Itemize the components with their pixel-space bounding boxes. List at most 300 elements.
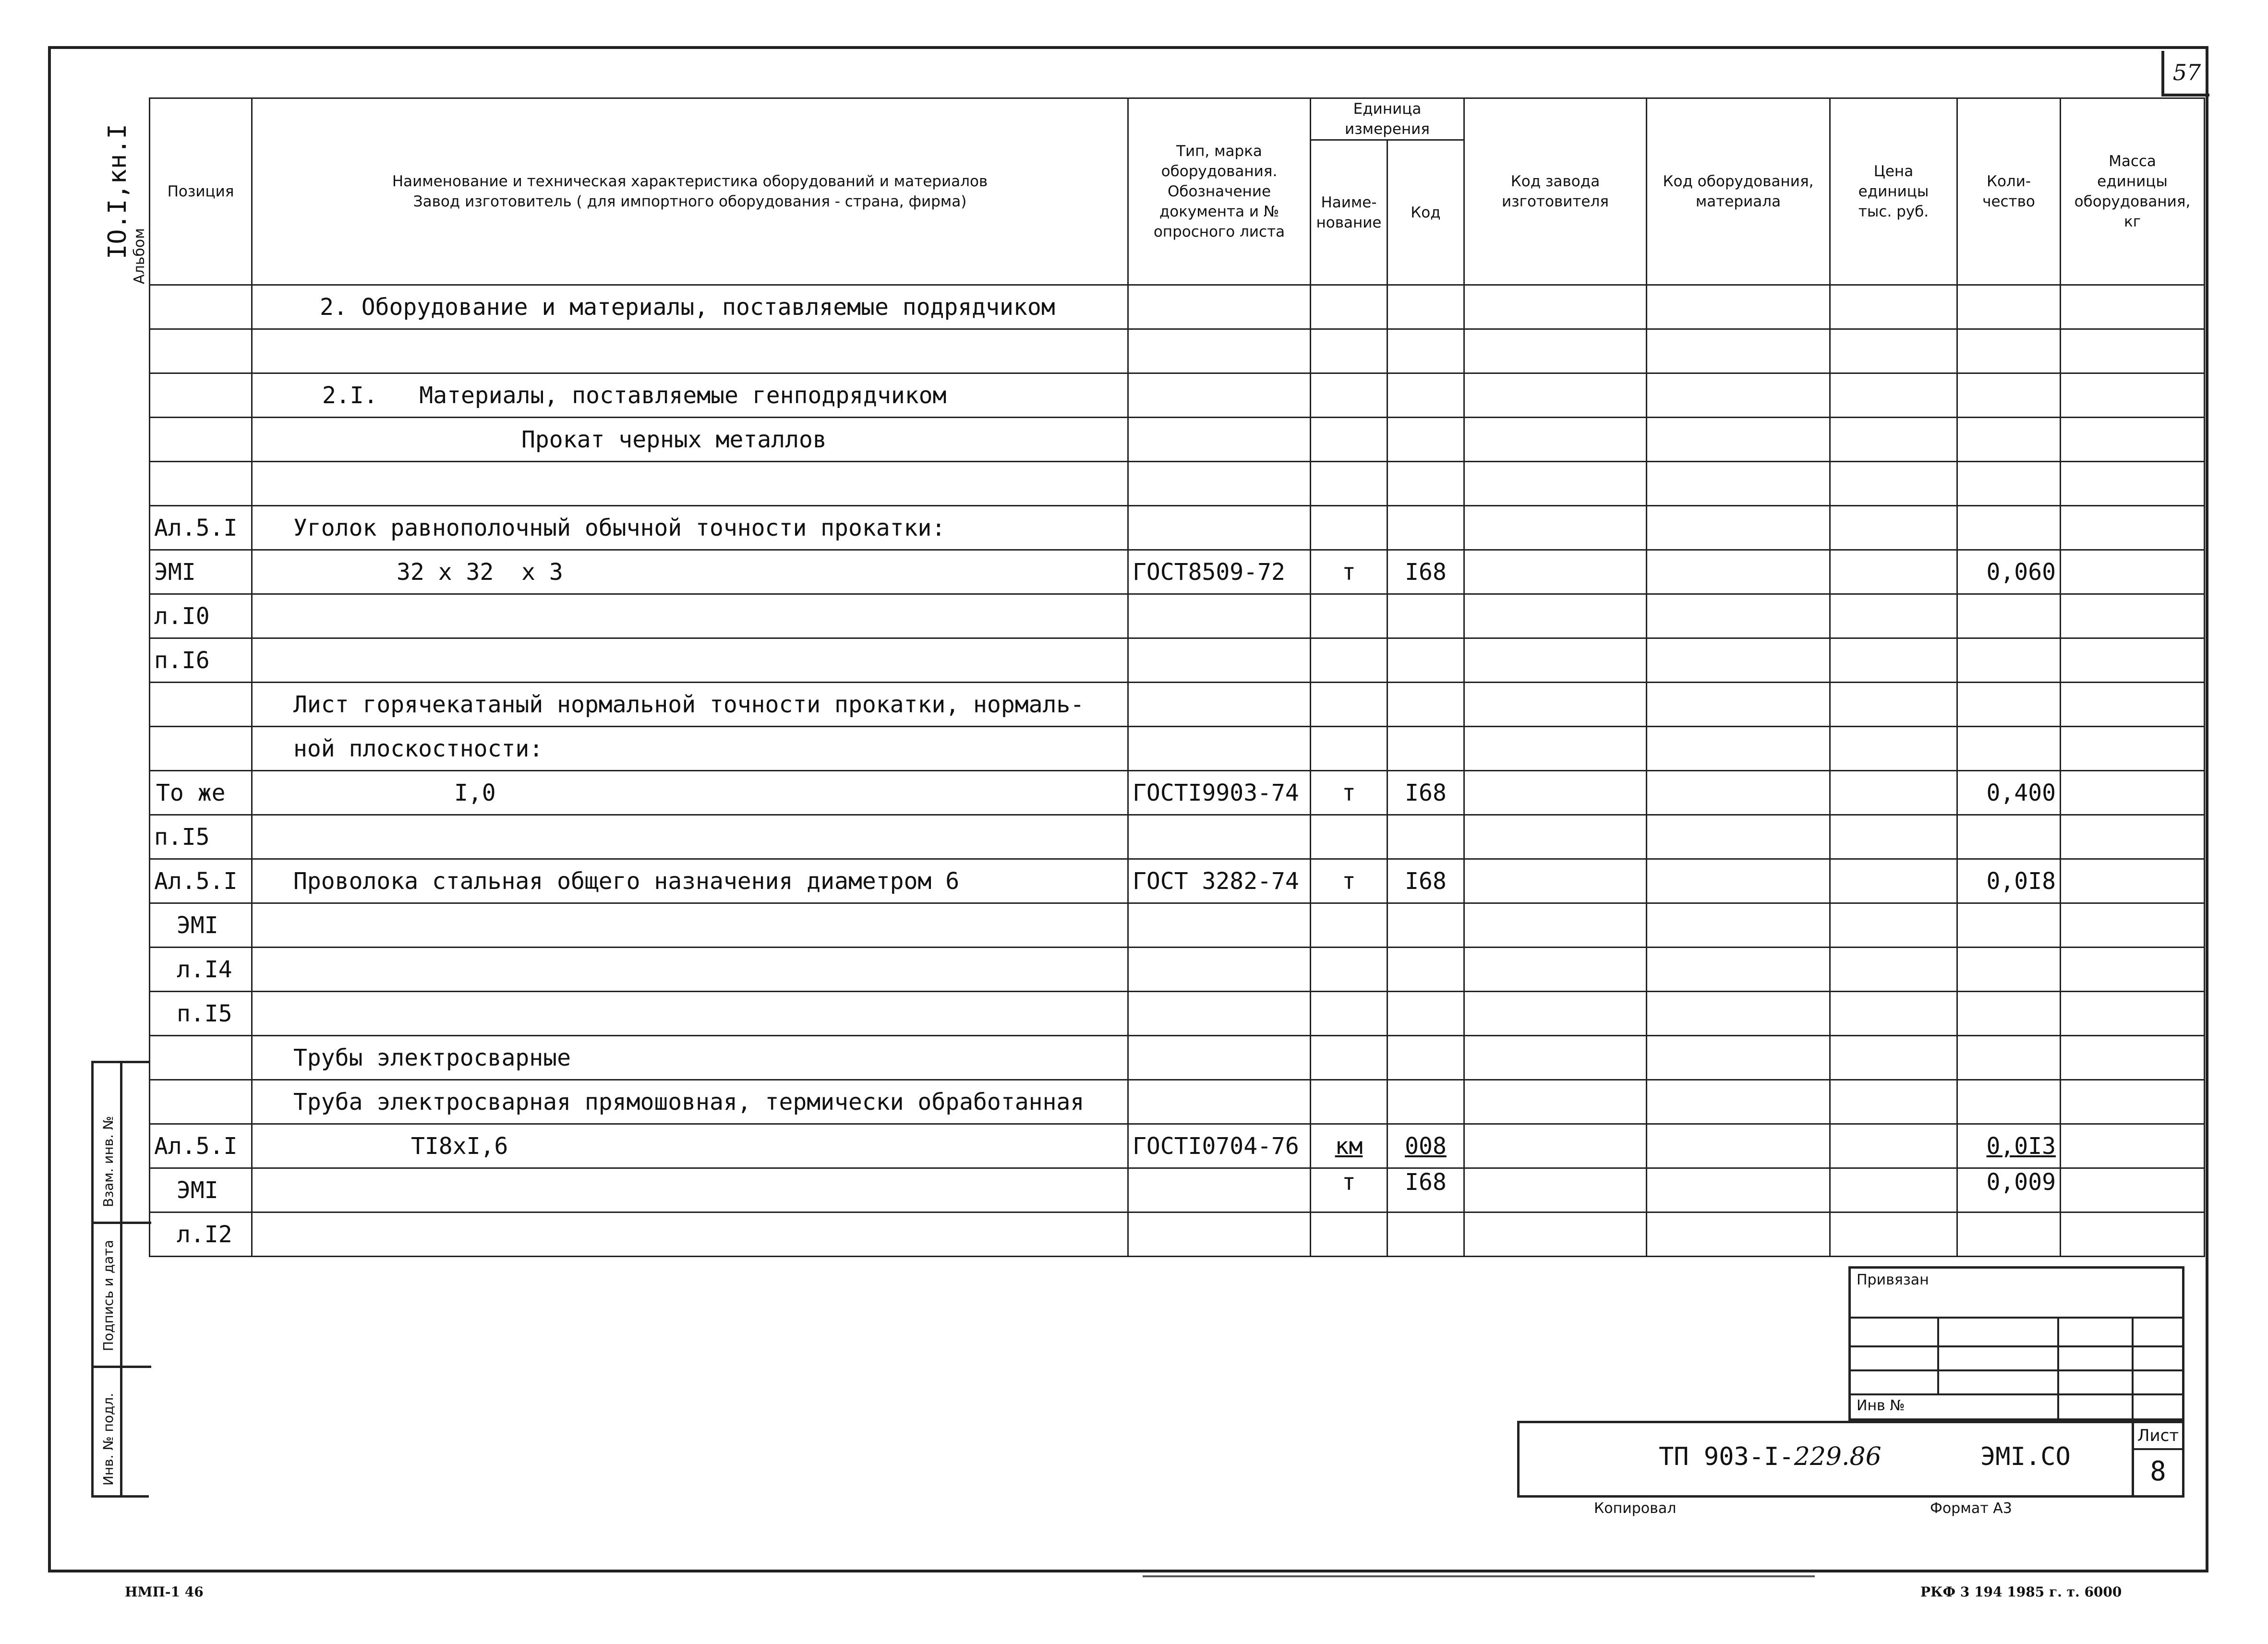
- header-quantity-line2: чество: [1982, 193, 2035, 210]
- cell-mass: [2061, 683, 2205, 727]
- cell-price: [1830, 1168, 1957, 1212]
- cell-quantity: 0,400: [1957, 771, 2061, 815]
- cell-plant-code: [1464, 992, 1647, 1036]
- cell-type: [1128, 1212, 1311, 1257]
- bound-block: [1848, 1266, 2184, 1421]
- cell-unit: т: [1311, 550, 1387, 594]
- header-unit-code: Код: [1387, 140, 1464, 285]
- cell-position: [150, 462, 252, 506]
- cell-mass: [2061, 594, 2205, 638]
- cell-name: Проволока стальная общего назначения диаметром 6: [252, 859, 1128, 903]
- header-type-line5: опросного листа: [1153, 223, 1285, 240]
- cell-position: [150, 418, 252, 462]
- header-quantity: [1957, 98, 2061, 285]
- document-designation: ЭМI.CO: [1980, 1442, 2071, 1471]
- cell-position: п.I5: [150, 815, 252, 859]
- cell-position: п.I5: [150, 992, 252, 1036]
- table-row: [150, 903, 2205, 948]
- header-mass: [2061, 98, 2205, 285]
- cell-equip-code: [1647, 285, 1830, 329]
- cell-position: [150, 1036, 252, 1080]
- cell-unit: [1311, 727, 1387, 771]
- cell-quantity: [1957, 285, 2061, 329]
- cell-mass: [2061, 329, 2205, 373]
- cell-equip-code: [1647, 373, 1830, 418]
- cell-name: Труба электросварная прямошовная, термически обработанная: [252, 1080, 1128, 1124]
- cell-unit: [1311, 418, 1387, 462]
- cell-equip-code: [1647, 1036, 1830, 1080]
- cell-mass: [2061, 285, 2205, 329]
- header-unit-name-line2: нование: [1316, 214, 1382, 231]
- cell-equip-code: [1647, 683, 1830, 727]
- cell-quantity: [1957, 992, 2061, 1036]
- cell-equip-code: [1647, 992, 1830, 1036]
- cell-type: [1128, 1168, 1311, 1212]
- cell-plant-code: [1464, 418, 1647, 462]
- cell-code: [1387, 948, 1464, 992]
- cell-price: [1830, 1080, 1957, 1124]
- cell-quantity: [1957, 683, 2061, 727]
- cell-price: [1830, 550, 1957, 594]
- cell-name: [252, 815, 1128, 859]
- cell-quantity: [1957, 727, 2061, 771]
- cell-unit: [1311, 683, 1387, 727]
- cell-unit: [1311, 373, 1387, 418]
- cell-equip-code: [1647, 771, 1830, 815]
- cell-equip-code: [1647, 727, 1830, 771]
- cell-plant-code: [1464, 727, 1647, 771]
- cell-mass: [2061, 1080, 2205, 1124]
- cell-quantity: 0,0I3: [1957, 1124, 2061, 1168]
- side-stamp-sign-date: Подпись и дата: [100, 1240, 116, 1351]
- table-row: [150, 418, 2205, 462]
- table-row: [150, 373, 2205, 418]
- cell-mass: [2061, 948, 2205, 992]
- cell-name: [252, 329, 1128, 373]
- cell-plant-code: [1464, 1212, 1647, 1257]
- cell-position: п.I6: [150, 638, 252, 683]
- cell-code: [1387, 1212, 1464, 1257]
- bound-label: Привязан: [1857, 1272, 1929, 1288]
- document-code-suffix: 229.86: [1794, 1442, 1882, 1471]
- cell-price: [1830, 506, 1957, 550]
- cell-code: I68: [1387, 1168, 1464, 1212]
- cell-quantity: [1957, 1080, 2061, 1124]
- cell-position: ЭМI: [150, 1168, 252, 1212]
- cell-type: ГОСТ 3282-74: [1128, 859, 1311, 903]
- table-row: [150, 462, 2205, 506]
- cell-mass: [2061, 903, 2205, 948]
- side-stamp-line: [94, 1366, 151, 1368]
- inv-label: Инв №: [1857, 1397, 1905, 1414]
- cell-name: Прокат черных металлов: [252, 418, 1128, 462]
- cell-code: I68: [1387, 859, 1464, 903]
- cell-plant-code: [1464, 1036, 1647, 1080]
- cell-name: I,0: [252, 771, 1128, 815]
- cell-code: [1387, 815, 1464, 859]
- header-price-line2: единицы: [1858, 183, 1929, 200]
- sheet-label: Лист: [2137, 1426, 2179, 1445]
- cell-mass: [2061, 1124, 2205, 1168]
- cell-equip-code: [1647, 329, 1830, 373]
- cell-plant-code: [1464, 1080, 1647, 1124]
- cell-mass: [2061, 727, 2205, 771]
- cell-name: [252, 1212, 1128, 1257]
- cell-position: То же: [150, 771, 252, 815]
- table-row: [150, 285, 2205, 329]
- table-row: [150, 727, 2205, 771]
- cell-mass: [2061, 506, 2205, 550]
- cell-mass: [2061, 373, 2205, 418]
- cell-equip-code: [1647, 462, 1830, 506]
- header-mass-line2: единицы: [2097, 173, 2168, 190]
- header-unit-group: [1311, 98, 1464, 140]
- cell-plant-code: [1464, 859, 1647, 903]
- cell-plant-code: [1464, 1124, 1647, 1168]
- cell-name: Лист горячекатаный нормальной точности прокатки, нормаль-: [252, 683, 1128, 727]
- cell-code: [1387, 418, 1464, 462]
- cell-type: [1128, 594, 1311, 638]
- cell-type: [1128, 903, 1311, 948]
- table-row: [150, 329, 2205, 373]
- cell-price: [1830, 948, 1957, 992]
- cell-price: [1830, 285, 1957, 329]
- table-row: [150, 948, 2205, 992]
- cell-position: ЭМI: [150, 550, 252, 594]
- album-label: Альбом: [131, 228, 148, 284]
- cell-type: [1128, 462, 1311, 506]
- cell-mass: [2061, 1168, 2205, 1212]
- cell-plant-code: [1464, 815, 1647, 859]
- cell-price: [1830, 638, 1957, 683]
- cell-equip-code: [1647, 506, 1830, 550]
- table-row: [150, 859, 2205, 903]
- cell-mass: [2061, 418, 2205, 462]
- cell-quantity: [1957, 462, 2061, 506]
- cell-position: л.I2: [150, 1212, 252, 1257]
- table-row: [150, 1212, 2205, 1257]
- header-unit-name: [1311, 140, 1387, 285]
- cell-type: [1128, 727, 1311, 771]
- cell-price: [1830, 373, 1957, 418]
- cell-quantity: 0,060: [1957, 550, 2061, 594]
- bound-divider: [2132, 1317, 2134, 1420]
- header-type: [1128, 98, 1311, 285]
- sheet-box: [2132, 1421, 2184, 1498]
- cell-unit: [1311, 462, 1387, 506]
- cell-plant-code: [1464, 638, 1647, 683]
- cell-quantity: [1957, 815, 2061, 859]
- cell-plant-code: [1464, 948, 1647, 992]
- header-type-line3: Обозначение: [1167, 183, 1271, 200]
- cell-plant-code: [1464, 771, 1647, 815]
- table-row: [150, 1036, 2205, 1080]
- cell-unit: т: [1311, 1168, 1387, 1212]
- cell-position: [150, 285, 252, 329]
- page-number: 57: [2161, 51, 2209, 96]
- cell-code: [1387, 594, 1464, 638]
- side-stamp: [91, 1061, 149, 1498]
- cell-position: л.I4: [150, 948, 252, 992]
- cell-type: ГОСТI0704-76: [1128, 1124, 1311, 1168]
- cell-quantity: [1957, 329, 2061, 373]
- cell-quantity: [1957, 903, 2061, 948]
- sheet-number: 8: [2150, 1456, 2166, 1487]
- cell-equip-code: [1647, 948, 1830, 992]
- cell-mass: [2061, 859, 2205, 903]
- cell-plant-code: [1464, 1168, 1647, 1212]
- cell-name: [252, 594, 1128, 638]
- cell-code: [1387, 285, 1464, 329]
- bottom-rule: [1143, 1575, 1815, 1577]
- cell-price: [1830, 903, 1957, 948]
- header-equip-code-line2: материала: [1695, 193, 1781, 210]
- cell-position: Ал.5.I: [150, 859, 252, 903]
- cell-plant-code: [1464, 285, 1647, 329]
- cell-price: [1830, 992, 1957, 1036]
- cell-plant-code: [1464, 594, 1647, 638]
- cell-position: [150, 1080, 252, 1124]
- side-stamp-orig-inv: Инв. № подл.: [100, 1392, 116, 1486]
- cell-mass: [2061, 1212, 2205, 1257]
- cell-name: [252, 948, 1128, 992]
- header-mass-line1: Масса: [2109, 153, 2156, 170]
- cell-name: ной плоскостности:: [252, 727, 1128, 771]
- cell-name: [252, 462, 1128, 506]
- side-stamp-line: [94, 1222, 151, 1224]
- cell-name: [252, 992, 1128, 1036]
- header-equip-code-line1: Код оборудования,: [1663, 173, 1814, 190]
- title-stamp: [1517, 1421, 2184, 1498]
- header-plant-code-line2: изготовителя: [1502, 193, 1609, 210]
- cell-unit: [1311, 1212, 1387, 1257]
- cell-code: [1387, 1036, 1464, 1080]
- table-row: [150, 506, 2205, 550]
- cell-price: [1830, 329, 1957, 373]
- cell-equip-code: [1647, 815, 1830, 859]
- header-quantity-line1: Коли-: [1986, 173, 2031, 190]
- cell-position: ЭМI: [150, 903, 252, 948]
- cell-type: [1128, 373, 1311, 418]
- cell-code: [1387, 329, 1464, 373]
- header-price: [1830, 98, 1957, 285]
- cell-unit: [1311, 1036, 1387, 1080]
- cell-position: [150, 373, 252, 418]
- cell-name: [252, 638, 1128, 683]
- footer-right: РКФ 3 194 1985 г. т. 6000: [1920, 1584, 2122, 1600]
- cell-price: [1830, 859, 1957, 903]
- cell-equip-code: [1647, 859, 1830, 903]
- cell-equip-code: [1647, 903, 1830, 948]
- cell-position: [150, 727, 252, 771]
- cell-mass: [2061, 771, 2205, 815]
- cell-type: [1128, 992, 1311, 1036]
- cell-quantity: [1957, 1036, 2061, 1080]
- cell-plant-code: [1464, 329, 1647, 373]
- header-plant-code-line1: Код завода: [1510, 173, 1600, 190]
- cell-unit: [1311, 285, 1387, 329]
- header-price-line3: тыс. руб.: [1858, 203, 1929, 220]
- header-name-line2: Завод изготовитель ( для импортного оборудования - страна, фирма): [413, 193, 967, 210]
- cell-price: [1830, 815, 1957, 859]
- cell-position: [150, 329, 252, 373]
- sheet-line: [2134, 1448, 2182, 1450]
- cell-unit: [1311, 948, 1387, 992]
- header-equip-code: [1647, 98, 1830, 285]
- cell-quantity: 0,0I8: [1957, 859, 2061, 903]
- table-row: [150, 594, 2205, 638]
- side-stamp-replaced-inv: Взам. инв. №: [100, 1116, 116, 1207]
- table-row: [150, 1168, 2205, 1212]
- cell-unit: км: [1311, 1124, 1387, 1168]
- cell-code: I68: [1387, 550, 1464, 594]
- cell-quantity: [1957, 506, 2061, 550]
- cell-name: TI8xI,6: [252, 1124, 1128, 1168]
- cell-name: 2.I. Материалы, поставляемые генподрядчиком: [252, 373, 1128, 418]
- cell-type: [1128, 418, 1311, 462]
- table-row: [150, 771, 2205, 815]
- cell-type: ГОСТ8509-72: [1128, 550, 1311, 594]
- cell-code: [1387, 903, 1464, 948]
- cell-price: [1830, 1212, 1957, 1257]
- cell-plant-code: [1464, 506, 1647, 550]
- cell-price: [1830, 683, 1957, 727]
- header-mass-line3: оборудования,: [2074, 193, 2191, 210]
- table-row: [150, 638, 2205, 683]
- cell-type: [1128, 285, 1311, 329]
- cell-type: [1128, 506, 1311, 550]
- cell-equip-code: [1647, 1212, 1830, 1257]
- cell-unit: [1311, 329, 1387, 373]
- cell-code: [1387, 1080, 1464, 1124]
- header-price-line1: Цена: [1873, 163, 1914, 180]
- cell-plant-code: [1464, 462, 1647, 506]
- cell-plant-code: [1464, 373, 1647, 418]
- cell-quantity: [1957, 594, 2061, 638]
- cell-mass: [2061, 1036, 2205, 1080]
- cell-plant-code: [1464, 903, 1647, 948]
- cell-code: [1387, 373, 1464, 418]
- header-name-line1: Наименование и техническая характеристика оборудований и материалов: [392, 173, 988, 190]
- header-unit-name-line1: Наиме-: [1321, 193, 1377, 211]
- album-value: IO.I,кн.I: [103, 124, 132, 259]
- header-name: [252, 98, 1128, 285]
- table-row: [150, 683, 2205, 727]
- cell-mass: [2061, 992, 2205, 1036]
- cell-quantity: 0,009: [1957, 1168, 2061, 1212]
- cell-quantity: [1957, 948, 2061, 992]
- cell-price: [1830, 1036, 1957, 1080]
- cell-equip-code: [1647, 550, 1830, 594]
- table-row: [150, 815, 2205, 859]
- table-row: [150, 1124, 2205, 1168]
- cell-code: [1387, 683, 1464, 727]
- cell-position: Ал.5.I: [150, 1124, 252, 1168]
- cell-unit: [1311, 815, 1387, 859]
- cell-type: [1128, 1080, 1311, 1124]
- cell-plant-code: [1464, 683, 1647, 727]
- bound-divider: [1937, 1317, 1939, 1393]
- cell-unit: [1311, 506, 1387, 550]
- cell-price: [1830, 1124, 1957, 1168]
- cell-equip-code: [1647, 638, 1830, 683]
- cell-unit: т: [1311, 859, 1387, 903]
- cell-name: 32 х 32 х 3: [252, 550, 1128, 594]
- cell-type: ГОСТI9903-74: [1128, 771, 1311, 815]
- cell-name: [252, 903, 1128, 948]
- document-code: [1659, 1442, 1882, 1471]
- cell-price: [1830, 594, 1957, 638]
- copied-label: Копировал: [1594, 1500, 1677, 1517]
- cell-type: [1128, 329, 1311, 373]
- cell-plant-code: [1464, 550, 1647, 594]
- cell-code: [1387, 638, 1464, 683]
- table-row: [150, 1080, 2205, 1124]
- bound-divider: [2057, 1317, 2059, 1420]
- document-code-prefix: ТП 903-I-: [1659, 1442, 1794, 1471]
- header-type-line4: документа и №: [1159, 203, 1279, 220]
- cell-unit: [1311, 594, 1387, 638]
- cell-mass: [2061, 638, 2205, 683]
- cell-unit: [1311, 638, 1387, 683]
- cell-equip-code: [1647, 1168, 1830, 1212]
- cell-type: [1128, 1036, 1311, 1080]
- cell-unit: т: [1311, 771, 1387, 815]
- header-type-line1: Тип, марка: [1176, 143, 1262, 160]
- cell-unit: [1311, 903, 1387, 948]
- cell-code: 008: [1387, 1124, 1464, 1168]
- header-mass-line4: кг: [2123, 213, 2141, 230]
- cell-mass: [2061, 815, 2205, 859]
- cell-equip-code: [1647, 418, 1830, 462]
- table-row: [150, 550, 2205, 594]
- cell-position: л.I0: [150, 594, 252, 638]
- cell-quantity: [1957, 373, 2061, 418]
- format-label: Формат А3: [1930, 1500, 2012, 1517]
- footer-left: НМП-1 46: [125, 1584, 204, 1600]
- cell-type: [1128, 638, 1311, 683]
- cell-code: I68: [1387, 771, 1464, 815]
- cell-name: 2. Оборудование и материалы, поставляемые подрядчиком: [252, 285, 1128, 329]
- cell-quantity: [1957, 418, 2061, 462]
- cell-unit: [1311, 992, 1387, 1036]
- cell-price: [1830, 727, 1957, 771]
- cell-type: [1128, 683, 1311, 727]
- cell-unit: [1311, 1080, 1387, 1124]
- cell-mass: [2061, 550, 2205, 594]
- cell-position: [150, 683, 252, 727]
- header-unit-group-line1: Единица: [1353, 100, 1422, 118]
- cell-name: [252, 1168, 1128, 1212]
- cell-mass: [2061, 462, 2205, 506]
- header-position: Позиция: [150, 98, 252, 285]
- header-unit-group-line2: измерения: [1345, 120, 1430, 138]
- header-plant-code: [1464, 98, 1647, 285]
- cell-code: [1387, 727, 1464, 771]
- cell-code: [1387, 506, 1464, 550]
- cell-code: [1387, 462, 1464, 506]
- cell-type: [1128, 815, 1311, 859]
- cell-code: [1387, 992, 1464, 1036]
- cell-price: [1830, 771, 1957, 815]
- header-type-line2: оборудования.: [1161, 163, 1278, 180]
- cell-equip-code: [1647, 594, 1830, 638]
- cell-equip-code: [1647, 1080, 1830, 1124]
- specification-table: [149, 97, 2205, 1257]
- cell-position: Ал.5.I: [150, 506, 252, 550]
- cell-name: Уголок равнополочный обычной точности прокатки:: [252, 506, 1128, 550]
- cell-equip-code: [1647, 1124, 1830, 1168]
